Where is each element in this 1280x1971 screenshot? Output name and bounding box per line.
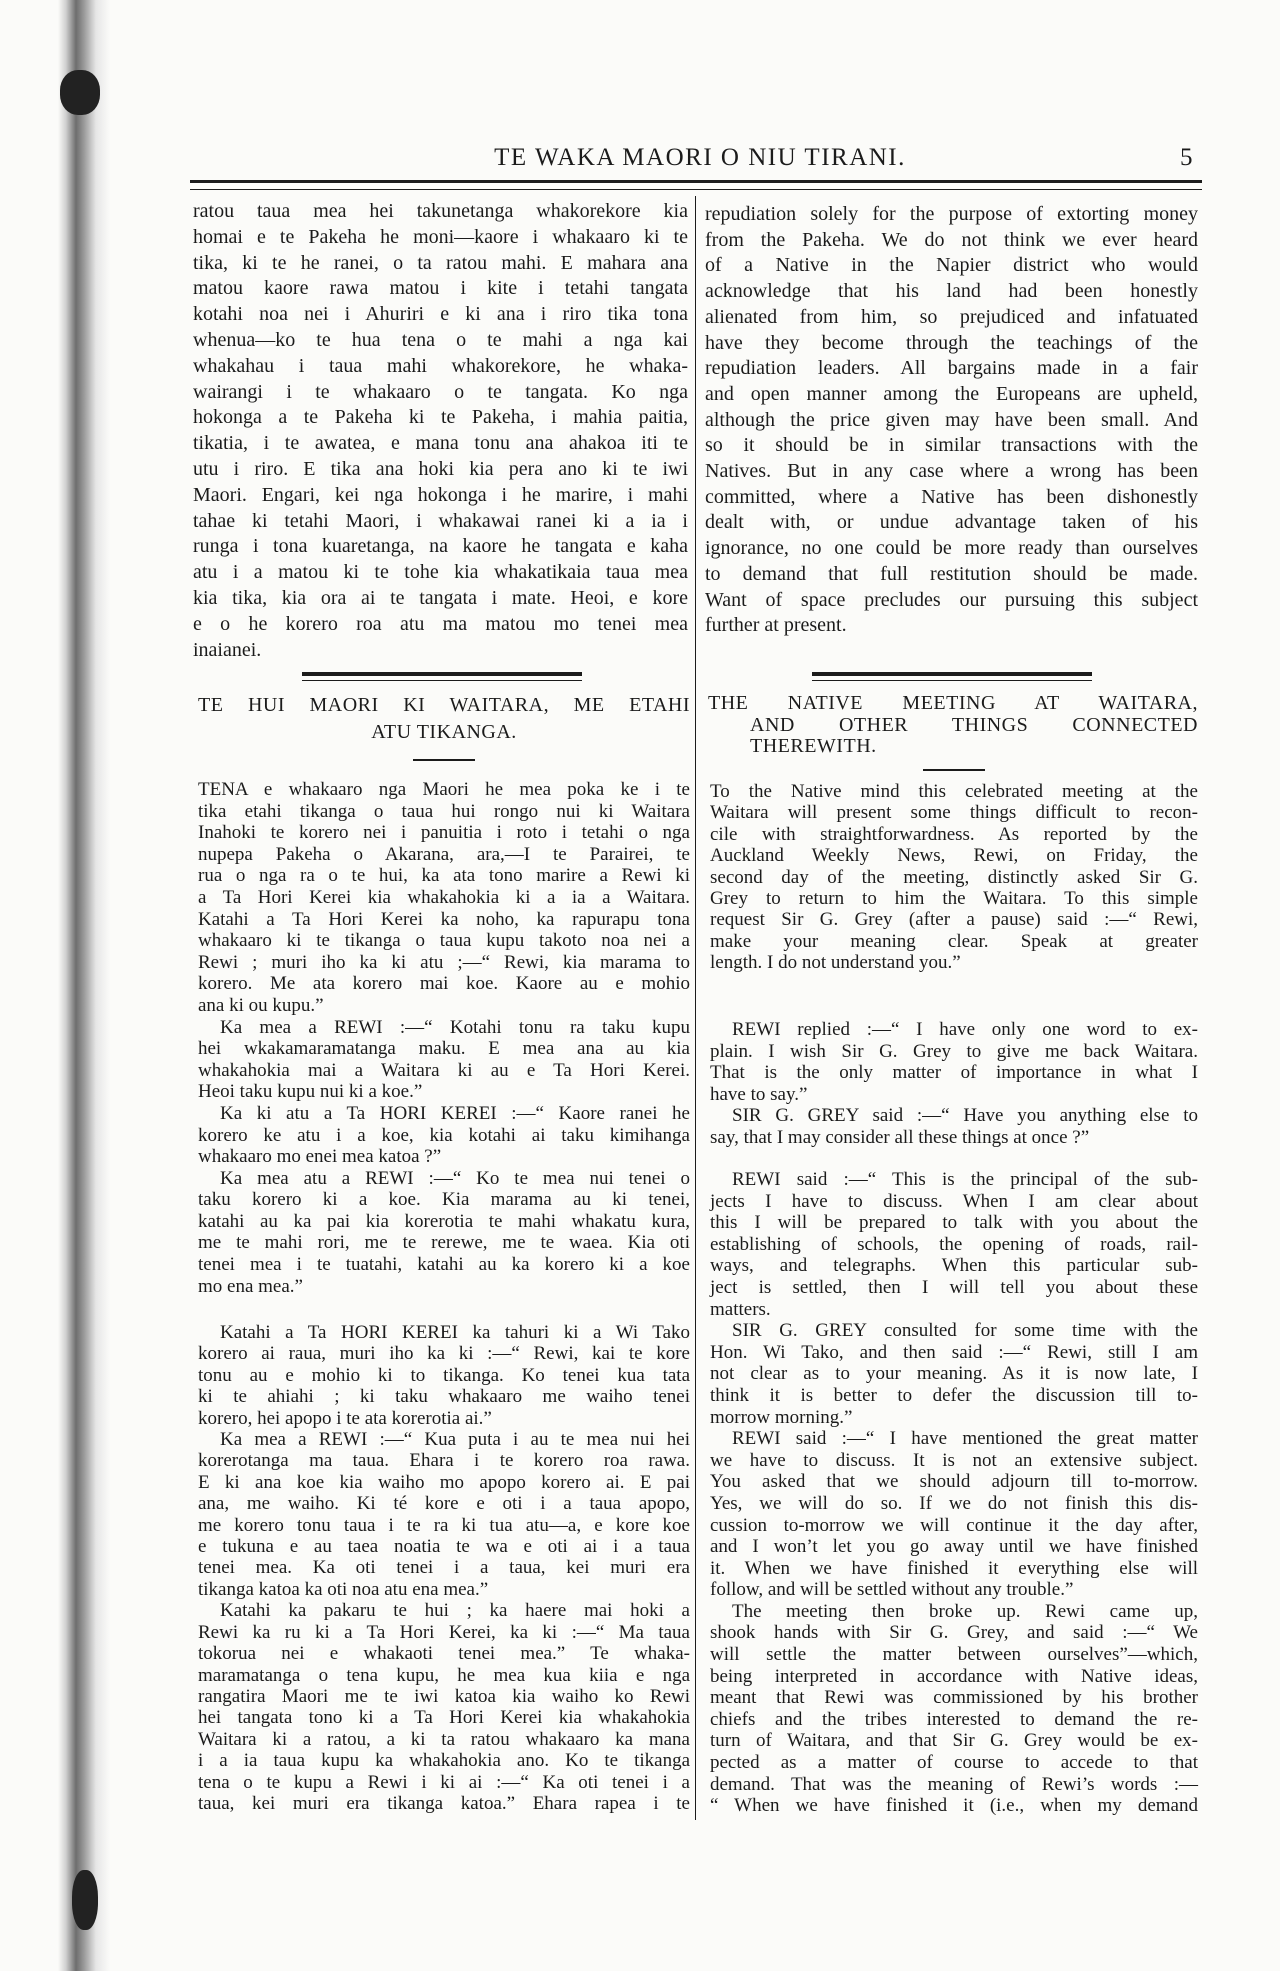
paragraph xyxy=(198,1103,690,1168)
paragraph xyxy=(710,1169,1198,1320)
text-line: To the Native mind this celebrated meeting at the xyxy=(710,781,1198,802)
text-line: Ka ki atu a Ta HORI KEREI :—“ Kaore ranei he xyxy=(220,1102,690,1124)
text-line: SIR G. GREY consulted for some time with the xyxy=(732,1320,1198,1342)
paragraph xyxy=(198,1429,690,1600)
binding-mark xyxy=(60,70,100,115)
page-number: 5 xyxy=(1180,144,1193,171)
paragraph xyxy=(198,1322,690,1429)
text-line: Waitara will present some things difficult to recon- xyxy=(710,802,1198,824)
text-line: kia tika, kia ora ai te tangata i mate. Heoi, e kore xyxy=(193,586,688,609)
text-line: i a ia taua kupu ka whakahokia ano. Ko te tikanga xyxy=(198,1750,690,1772)
text-line: Maori. Engari, kei nga hokonga i he marire, i mahi xyxy=(193,483,688,506)
text-line: to demand that full restitution should be made. xyxy=(705,562,1198,585)
text-line: length. I do not understand you.” xyxy=(710,952,961,974)
paragraph xyxy=(710,1601,1198,1817)
text-line: wairangi i te whakaaro o te tangata. Ko nga xyxy=(193,380,688,403)
text-line: committed, where a Native has been dishonestly xyxy=(705,485,1198,508)
text-line: hokonga a te Pakeha ki te Pakeha, i mahia paitia, xyxy=(193,406,688,429)
text-line: maramatanga o tena kupu, he mea kua kiia e nga xyxy=(198,1664,690,1686)
maori-article-body-1 xyxy=(198,779,690,1297)
text-line: atu i a matou ki te tohe kia whakatikaia taua mea xyxy=(193,561,688,584)
text-line: Waitara ki a ratou, a ki ta ratou whakaaro ka mana xyxy=(198,1728,690,1750)
text-line: korero. Me ata korero mai koe. Kaore au e mohio xyxy=(198,973,690,995)
section-separator xyxy=(302,672,582,681)
text-line: whakaaro mo enei mea katoa ?” xyxy=(198,1146,442,1168)
english-article-body-1 xyxy=(710,781,1198,974)
text-line: Grey to return to him the Waitara. To this simple xyxy=(710,888,1198,910)
text-line: E ki ana koe kia waiho mo apopo korero ai. E pai xyxy=(198,1471,690,1493)
masthead-rule xyxy=(190,180,1202,183)
text-line: SIR G. GREY said :—“ Have you anything else to xyxy=(732,1105,1198,1127)
english-article-headline xyxy=(708,693,1198,758)
text-line: nupepa Pakeha o Akarana, ara,—I te Parairei, te xyxy=(198,843,690,865)
text-line: korero, hei apopo i te ata korerotia ai.” xyxy=(198,1407,492,1429)
text-line: matou kaore rawa matou i kite i tetahi tangata xyxy=(193,277,688,300)
paragraph xyxy=(198,1017,690,1103)
text-line: whakahau i taua mahi whakorekore, he whaka- xyxy=(193,354,688,377)
text-line: whenua—ko te hua tena o te mahi a nga kai xyxy=(193,328,688,351)
text-line: follow, and will be settled without any trouble.” xyxy=(710,1579,1074,1601)
text-line: ki te ahiahi ; ki taku whakaaro me waiho tenei xyxy=(198,1386,690,1408)
text-line: tonu au e mohio ki to tikanga. Ko tenei kua tata xyxy=(198,1364,690,1386)
text-line: tahae ki tetahi Maori, i whakawai ranei ki a ia i xyxy=(193,509,688,532)
masthead-title: TE WAKA MAORI O NIU TIRANI. xyxy=(494,144,906,171)
text-line: plain. I wish Sir G. Grey to give me back Waitara. xyxy=(710,1040,1198,1062)
text-line: dealt with, or undue advantage taken of his xyxy=(705,511,1198,534)
text-line: “ When we have finished it (i.e., when my demand xyxy=(710,1795,1198,1817)
headline-line: AND OTHER THINGS CONNECTED xyxy=(750,713,1198,736)
text-line: cile with straightforwardness. As reported by the xyxy=(710,823,1198,845)
headline-line: THE NATIVE MEETING AT WAITARA, xyxy=(708,692,1198,714)
text-line: shook hands with Sir G. Grey, and said :—“ We xyxy=(710,1622,1198,1644)
text-line: Auckland Weekly News, Rewi, on Friday, the xyxy=(710,845,1198,867)
text-line: it. When we have finished it everything else will xyxy=(710,1557,1198,1579)
paragraph xyxy=(710,1019,1198,1105)
paragraph xyxy=(198,779,690,1017)
text-line: alienated from him, so prejudiced and infatuated xyxy=(705,305,1198,328)
text-line: Inahoki te korero nei i panuitia i roto i tetahi o nga xyxy=(198,822,690,844)
paragraph xyxy=(198,1168,690,1298)
text-line: Want of space precludes our pursuing this subject xyxy=(705,588,1198,611)
text-line: Katahi ka pakaru te hui ; ka haere mai hoki a xyxy=(220,1600,690,1622)
text-line: Ka mea a REWI :—“ Kotahi tonu ra taku kupu xyxy=(220,1016,690,1038)
text-line: e o he korero roa atu ma matou mo tenei mea xyxy=(193,612,688,635)
text-line: although the price given may have been small. And xyxy=(705,408,1198,431)
paragraph xyxy=(710,1105,1198,1148)
headline-line: ATU TIKANGA. xyxy=(371,721,517,743)
text-line: runga i tona kuaretanga, na kaore he tangata e kaha xyxy=(193,535,688,558)
text-line: have they become through the teachings of the xyxy=(705,331,1198,354)
text-line: tokorua nei e whakaoti tenei mea.” Te whaka- xyxy=(198,1643,690,1665)
text-line: Katahi a Ta Hori Kerei ka noho, ka rapurapu tona xyxy=(198,908,690,930)
text-line: and open manner among the Europeans are upheld, xyxy=(705,382,1198,405)
text-line: tenei mea. Ka oti tenei i a taua, kei muri era xyxy=(198,1557,690,1579)
text-line: REWI said :—“ I have mentioned the great matter xyxy=(732,1428,1198,1450)
page-binding-edge xyxy=(0,0,110,1971)
text-line: TENA e whakaaro nga Maori he mea poka ke i te xyxy=(198,779,690,800)
text-line: Yes, we will do so. If we do not finish this dis- xyxy=(710,1492,1198,1514)
text-line: Heoi taku kupu nui ki a koe.” xyxy=(198,1081,423,1103)
text-line: ana, me waiho. Ki té kore e oti i a taua apopo, xyxy=(198,1493,690,1515)
text-line: rua o nga ra o te hui, ka ata tono marire a Rewi ki xyxy=(198,865,690,887)
text-line: repudiation solely for the purpose of extorting money xyxy=(705,203,1198,225)
text-line: Hon. Wi Tako, and then said :—“ Rewi, still I am xyxy=(710,1341,1198,1363)
text-line: taku korero ki a koe. Kia marama au ki tenei, xyxy=(198,1189,690,1211)
headline-rule xyxy=(923,769,985,771)
headline-line: TE HUI MAORI KI WAITARA, ME ETAHI xyxy=(198,694,690,716)
text-line: further at present. xyxy=(705,614,847,637)
text-line: REWI replied :—“ I have only one word to ex- xyxy=(732,1019,1198,1040)
text-line: we have to discuss. It is not an extensive subject. xyxy=(710,1449,1198,1471)
paragraph xyxy=(710,781,1198,974)
text-line: Natives. But in any case where a wrong has been xyxy=(705,460,1198,483)
text-line: ratou taua mea hei takunetanga whakorekore kia xyxy=(193,200,688,222)
text-line: Rewi ka ru ki a Ta Hori Kerei, ka ki :—“ Ma taua xyxy=(198,1621,690,1643)
section-separator xyxy=(812,672,1092,681)
maori-article-headline xyxy=(198,693,690,744)
text-line: whakahokia mai a Waitara ki au e Ta Hori Kerei. xyxy=(198,1059,690,1081)
text-line: ject is settled, then I will tell you about these xyxy=(710,1276,1198,1298)
paragraph xyxy=(710,1320,1198,1428)
text-line: second day of the meeting, distinctly asked Sir G. xyxy=(710,866,1198,888)
text-line: inaianei. xyxy=(193,638,262,661)
text-line: tika etahi tikanga o taua hui rongo nui ki Waitara xyxy=(198,800,690,822)
text-line: katahi au ka pai kia korerotia te mahi whakatu kura, xyxy=(198,1210,690,1232)
text-line: this I will be prepared to talk with you about the xyxy=(710,1212,1198,1234)
text-line: think it is better to defer the discussion till to- xyxy=(710,1384,1198,1406)
text-line: tenei mea i te tuatahi, katahi au ka korero ki a koe xyxy=(198,1254,690,1276)
text-line: have to say.” xyxy=(710,1083,808,1105)
text-line: homai e te Pakeha he moni—kaore i whakaaro ki te xyxy=(193,225,688,248)
text-line: demand. That was the meaning of Rewi’s words :— xyxy=(710,1773,1198,1795)
text-line: tikanga katoa ka oti noa atu ena mea.” xyxy=(198,1578,489,1600)
text-line: tikatia, i te awatea, e mana tonu ana ahakoa iti te xyxy=(193,432,688,455)
text-line: being interpreted in accordance with Native ideas, xyxy=(710,1665,1198,1687)
text-line: make your meaning clear. Speak at greater xyxy=(710,930,1198,952)
text-line: request Sir G. Grey (after a pause) said :—“ Rewi, xyxy=(710,909,1198,931)
text-line: morrow morning.” xyxy=(710,1406,853,1428)
text-line: me te mahi rori, me te rerewe, me te waea. Kia oti xyxy=(198,1232,690,1254)
text-line: mo ena mea.” xyxy=(198,1275,303,1297)
text-line: of a Native in the Napier district who would xyxy=(705,254,1198,277)
maori-article-body-2 xyxy=(198,1322,690,1814)
text-line: ignorance, no one could be more ready than ourselves xyxy=(705,537,1198,560)
text-line: e tukuna e au taea noatia te wa e oti ai i a taua xyxy=(198,1536,690,1558)
text-line: repudiation leaders. All bargains made in a fair xyxy=(705,357,1198,380)
text-line: me korero tonu taua i te ra ki tua atu—a, e kore koe xyxy=(198,1514,690,1536)
text-line: rangatira Maori me te iwi katoa kia waiho ko Rewi xyxy=(198,1685,690,1707)
right-column-continued-text xyxy=(705,202,1198,639)
paragraph xyxy=(705,202,1198,639)
left-column-continued-text xyxy=(193,199,688,663)
text-line: kotahi noa nei i Ahuriri e ki ana i riro tika tona xyxy=(193,303,688,326)
text-line: chiefs and the tribes interested to demand the re- xyxy=(710,1708,1198,1730)
text-line: Rewi ; muri iho ka ki atu ;—“ Rewi, kia marama to xyxy=(198,951,690,973)
headline-line: THEREWITH. xyxy=(750,735,877,757)
text-line: korerotanga ma taua. Ehara i te korero roa rawa. xyxy=(198,1450,690,1472)
text-line: establishing of schools, the opening of roads, rail- xyxy=(710,1233,1198,1255)
paragraph xyxy=(198,1600,690,1814)
text-line: korero ke atu i a koe, kia kotahi ai taku kimihanga xyxy=(198,1124,690,1146)
text-line: REWI said :—“ This is the principal of the sub- xyxy=(732,1169,1198,1190)
text-line: pected as a matter of course to accede to that xyxy=(710,1752,1198,1774)
text-line: a Ta Hori Kerei kia whakahokia ki a ia a Waitara. xyxy=(198,886,690,908)
text-line: cussion to-morrow we will continue it the day after, xyxy=(710,1514,1198,1536)
text-line: Ka mea a REWI :—“ Kua puta i au te mea nui hei xyxy=(220,1429,690,1451)
text-line: That is the only matter of importance in what I xyxy=(710,1062,1198,1084)
text-line: hei wkakamaramatanga maku. E mea ana au kia xyxy=(198,1038,690,1060)
text-line: utu i riro. E tika ana hoki kia pera ano ki te iwi xyxy=(193,457,688,480)
text-line: The meeting then broke up. Rewi came up, xyxy=(732,1600,1198,1622)
text-line: taua, kei muri era tikanga katoa.” Ehara rapea i te xyxy=(198,1792,690,1814)
text-line: Ka mea atu a REWI :—“ Ko te mea nui tenei o xyxy=(220,1167,690,1189)
text-line: matters. xyxy=(710,1298,771,1320)
paragraph xyxy=(710,1428,1198,1601)
text-line: from the Pakeha. We do not think we ever heard xyxy=(705,228,1198,251)
text-line: say, that I may consider all these things at once ?” xyxy=(710,1126,1090,1148)
text-line: turn of Waitara, and that Sir G. Grey would be ex- xyxy=(710,1730,1198,1752)
masthead-rule-thin xyxy=(190,189,1202,190)
text-line: ana ki ou kupu.” xyxy=(198,994,324,1016)
text-line: tika, ki te he ranei, o ta ratou mahi. E mahara ana xyxy=(193,251,688,274)
paragraph xyxy=(193,199,688,663)
text-line: so it should be in similar transactions with the xyxy=(705,434,1198,457)
binding-mark xyxy=(72,1870,98,1930)
text-line: meant that Rewi was commissioned by his brother xyxy=(710,1687,1198,1709)
english-article-body-2 xyxy=(710,1019,1198,1149)
text-line: tena o te kupu a Rewi i ki ai :—“ Ka oti tenei i a xyxy=(198,1771,690,1793)
text-line: ways, and telegraphs. When this particular sub- xyxy=(710,1255,1198,1277)
text-line: Katahi a Ta HORI KEREI ka tahuri ki a Wi Tako xyxy=(220,1322,690,1343)
text-line: and I won’t let you go away until we have finished xyxy=(710,1536,1198,1558)
text-line: jects I have to discuss. When I am clear about xyxy=(710,1190,1198,1212)
text-line: hei tangata tono ki a Ta Hori Kerei kia whakahokia xyxy=(198,1707,690,1729)
text-line: will settle the matter between ourselves”—which, xyxy=(710,1644,1198,1666)
text-line: korero ai raua, muri iho ka ki :—“ Rewi, kai te kore xyxy=(198,1343,690,1365)
column-divider xyxy=(695,196,696,1820)
text-line: not clear as to your meaning. As it is now late, I xyxy=(710,1363,1198,1385)
headline-rule xyxy=(413,759,475,761)
text-line: acknowledge that his land had been honestly xyxy=(705,280,1198,303)
text-line: You asked that we should adjourn till to-morrow. xyxy=(710,1471,1198,1493)
text-line: whakaaro ki te tikanga o taua kupu takoto noa nei a xyxy=(198,930,690,952)
english-article-body-3 xyxy=(710,1169,1198,1817)
